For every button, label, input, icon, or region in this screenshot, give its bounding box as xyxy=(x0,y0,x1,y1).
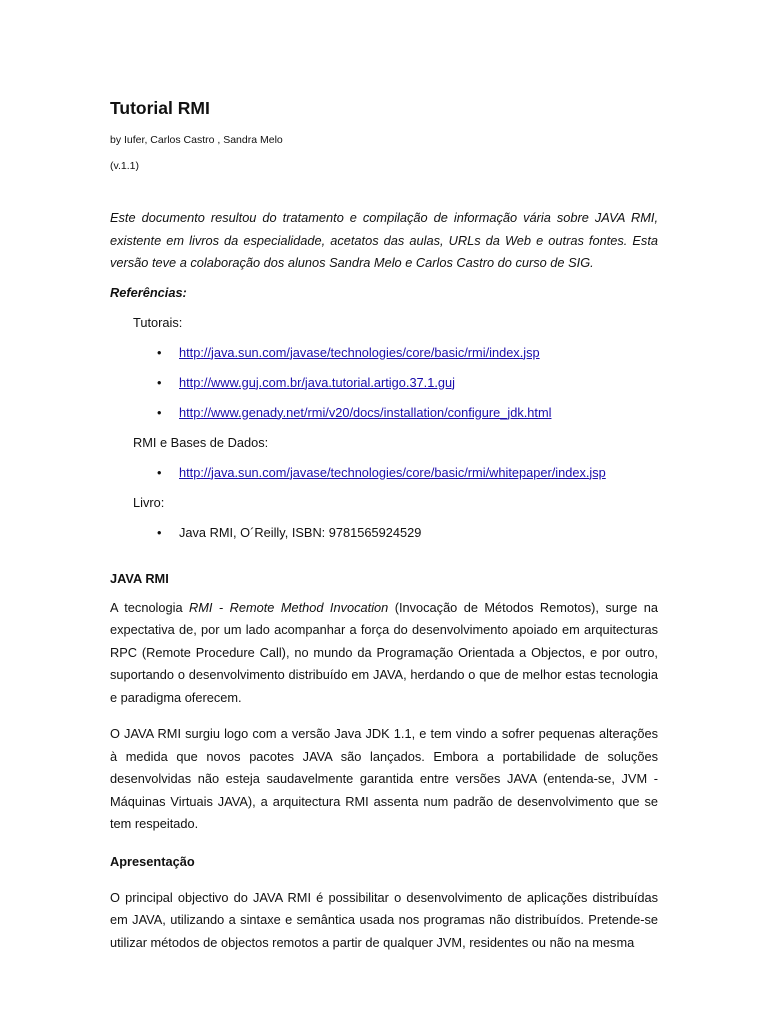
list-item xyxy=(110,372,658,394)
references-heading: Referências: xyxy=(110,284,187,300)
p1-emphasis: RMI - Remote Method Invocation xyxy=(189,599,389,615)
book-reference: Java RMI, O´Reilly, ISBN: 9781565924529 xyxy=(179,524,422,540)
document-page xyxy=(110,96,658,954)
database-link-1[interactable]: http://java.sun.com/javase/technologies/core/basic/rmi/whitepaper/index.jsp xyxy=(179,464,606,480)
tutorial-link-2[interactable]: http://www.guj.com.br/java.tutorial.artigo.37.1.guj xyxy=(179,374,455,390)
apresentacao-heading: Apresentação xyxy=(110,853,195,869)
book-label: Livro: xyxy=(133,494,165,510)
bullet-icon: • xyxy=(157,464,162,480)
p1-prefix: A tecnologia xyxy=(110,599,190,615)
tutorials-label: Tutorais: xyxy=(133,314,183,330)
tutorial-link-3[interactable]: http://www.genady.net/rmi/v20/docs/installation/configure_jdk.html xyxy=(179,404,552,420)
list-item xyxy=(110,462,658,484)
java-rmi-heading: JAVA RMI xyxy=(110,570,169,586)
list-item xyxy=(110,522,658,544)
tutorials-list xyxy=(110,342,658,424)
document-version: (v.1.1) xyxy=(110,160,139,172)
java-rmi-paragraph-2: O JAVA RMI surgiu logo com a versão Java JDK 1.1, e tem vindo a sofrer pequenas alterações à medida que novos pacotes JAVA são lançados. Embora a portabilidade de soluções desenvolvidas não esteja saudavelmente garantida entre versões JAVA (entenda-se, JVM - Máquinas Virtuais JAVA), a arquitectura RMI assenta num padrão de desenvolvimento que se tem respeitado. xyxy=(110,726,658,831)
bullet-icon: • xyxy=(157,344,162,360)
java-rmi-paragraph-1 xyxy=(110,597,658,710)
bullet-icon: • xyxy=(157,524,162,540)
document-title: Tutorial RMI xyxy=(110,98,210,118)
intro-paragraph: Este documento resultou do tratamento e compilação de informação vária sobre JAVA RMI, existente em livros da especialidade, acetatos das aulas, URLs da Web e outras fontes. Esta versão teve a colaboração dos alunos Sandra Melo e Carlos Castro do curso de SIG. xyxy=(110,210,658,270)
tutorial-link-1[interactable]: http://java.sun.com/javase/technologies/core/basic/rmi/index.jsp xyxy=(179,344,540,360)
bullet-icon: • xyxy=(157,374,162,390)
books-list xyxy=(110,522,658,544)
list-item xyxy=(110,402,658,424)
apresentacao-paragraph-1: O principal objectivo do JAVA RMI é possibilitar o desenvolvimento de aplicações distribuídas em JAVA, utilizando a sintaxe e semântica usada nos programas não distribuídos. Pretende-se utilizar métodos de objectos remotos a partir de qualquer JVM, residentes ou não na mesma xyxy=(110,889,658,950)
bullet-icon: • xyxy=(157,404,162,420)
document-authors: by Iufer, Carlos Castro , Sandra Melo xyxy=(110,134,283,146)
list-item xyxy=(110,342,658,364)
p1-rest: (Invocação de Métodos Remotos), surge na expectativa de, por um lado acompanhar a força do desenvolvimento apoiado em arquitecturas RPC (Remote Procedure Call), no mundo da Programação Orientada a Objectos, e por outro, suportando o desenvolvimento distribuído em JAVA, herdando o que de melhor estas tecnologia e paradigma oferecem. xyxy=(110,599,658,705)
databases-label: RMI e Bases de Dados: xyxy=(133,434,269,450)
databases-list xyxy=(110,462,658,484)
